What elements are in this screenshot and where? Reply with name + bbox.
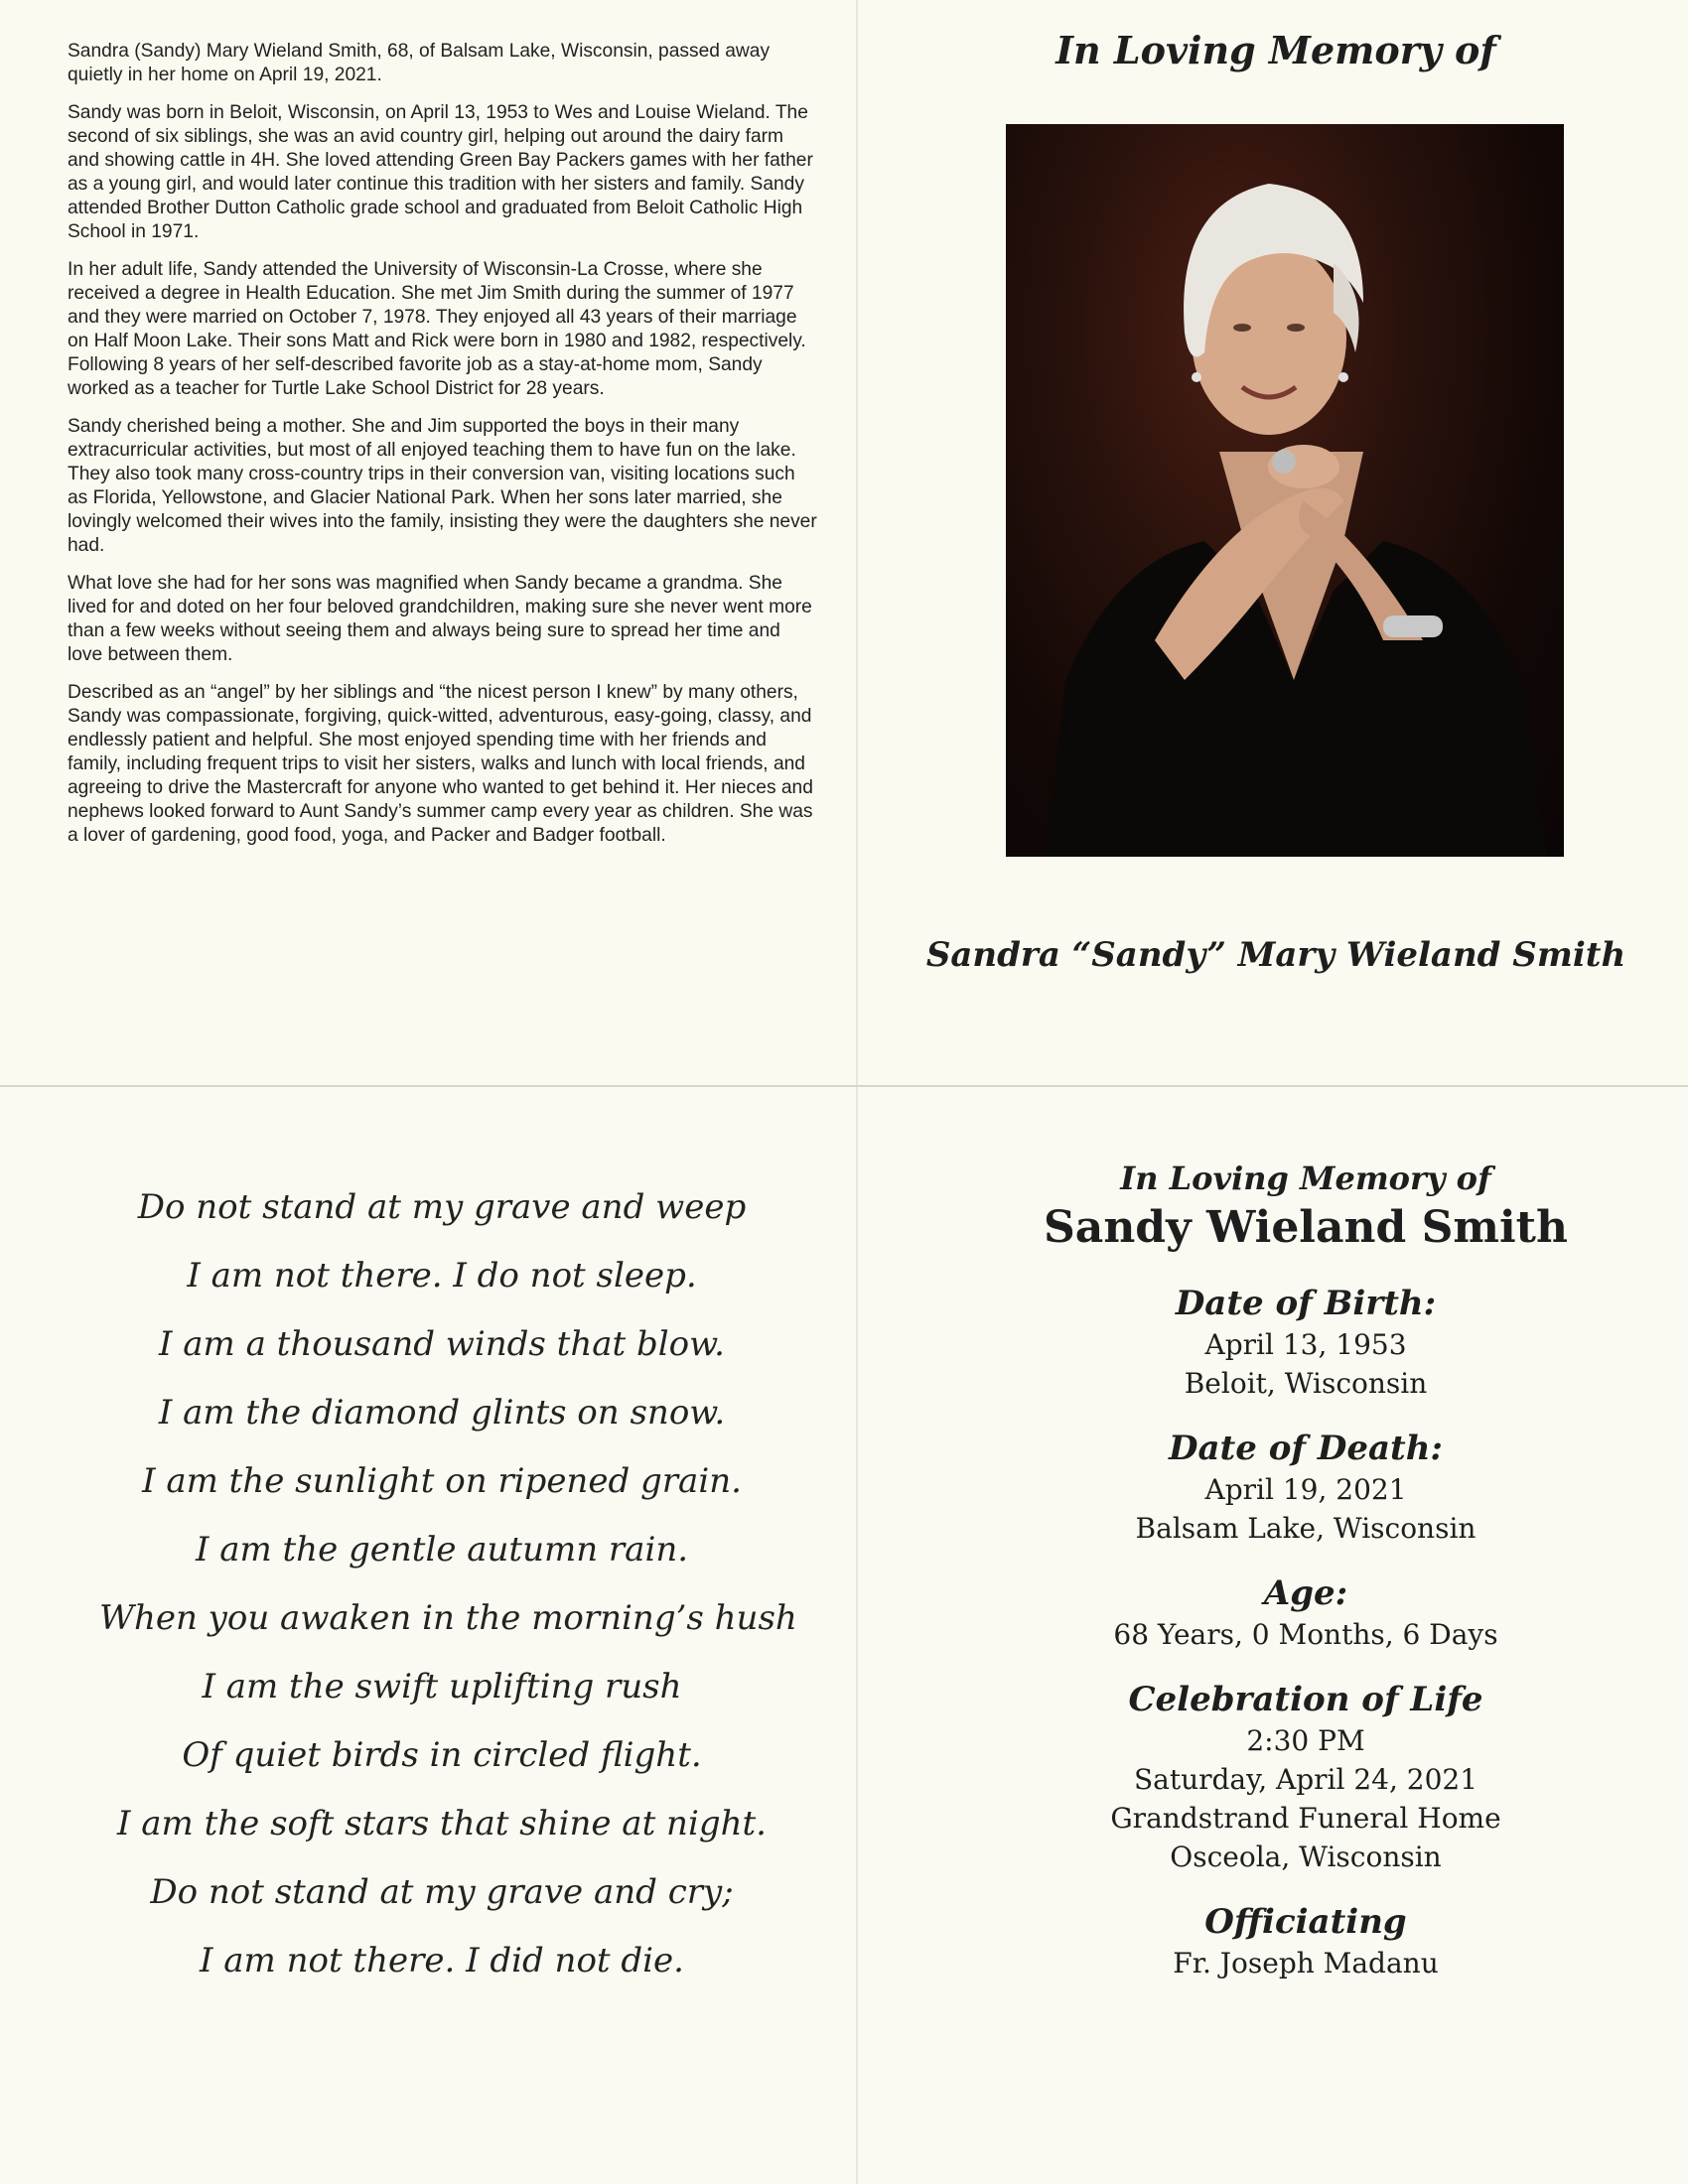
poem-line: I am the swift uplifting rush	[202, 1667, 682, 1706]
obituary-paragraph: Sandra (Sandy) Mary Wieland Smith, 68, of Balsam Lake, Wisconsin, passed away quietly in her home on April 19, 2021.	[68, 41, 771, 85]
death-label: Date of Death:	[1169, 1429, 1443, 1468]
fold-line	[856, 0, 858, 1087]
age-label: Age:	[1263, 1573, 1348, 1613]
poem-line: Do not stand at my grave and cry;	[150, 1872, 734, 1912]
details-name: Sandy Wieland Smith	[1044, 1202, 1568, 1253]
poem	[99, 1173, 797, 1995]
poem-line: I am the diamond glints on snow.	[158, 1393, 726, 1433]
celebration-venue: Grandstrand Funeral Home	[1110, 1802, 1501, 1835]
celebration-block	[899, 1678, 1688, 1876]
birth-place: Beloit, Wisconsin	[1184, 1367, 1428, 1400]
officiant-name: Fr. Joseph Madanu	[1173, 1947, 1439, 1979]
obituary-paragraph: Described as an “angel” by her siblings and “the nicest person I knew” by many others, Sandy was compassionate, forgiving, quick-witted, adventurous, easy-going, classy, and endlessly patient and helpful. She most enjoyed spending time with her friends and family, including frequent trips to visit her sisters, walks and lunch with local friends, and agreeing to drive the Mastercraft for anyone who wanted to get behind it. Her nieces and nephews looked forward to Aunt Sandy’s summer camp every year as children. She was a lover of gardening, good food, yoga, and Packer and Badger football.	[68, 682, 813, 846]
poem-line: Of quiet birds in circled flight.	[182, 1735, 702, 1775]
poem-line: When you awaken in the morning’s hush	[99, 1598, 797, 1638]
death-block	[899, 1427, 1688, 1548]
poem-line: I am the soft stars that shine at night.	[117, 1804, 767, 1843]
officiating-label: Officiating	[1204, 1902, 1407, 1942]
death-date: April 19, 2021	[1204, 1473, 1407, 1506]
cover-full-name: Sandra “Sandy” Mary Wieland Smith	[925, 935, 1626, 975]
death-place: Balsam Lake, Wisconsin	[1135, 1512, 1477, 1545]
obituary-paragraph: What love she had for her sons was magnified when Sandy became a grandma. She lived for and doted on her four beloved grandchildren, making sure she never went more than a few weeks without seeing them and always being sure to spread her time and love between them.	[68, 573, 812, 665]
birth-date: April 13, 1953	[1204, 1328, 1407, 1361]
service-details	[899, 1157, 1688, 2006]
celebration-date: Saturday, April 24, 2021	[1133, 1763, 1478, 1796]
details-title: In Loving Memory of	[1120, 1160, 1491, 1197]
celebration-time: 2:30 PM	[1246, 1724, 1365, 1757]
obituary-paragraph: Sandy was born in Beloit, Wisconsin, on April 13, 1953 to Wes and Louise Wieland. The second of six siblings, she was an avid country girl, helping out around the dairy farm and showing cattle in 4H. She loved attending Green Bay Packers games with her father as a young girl, and would later continue this tradition with her sisters and family. Sandy attended Brother Dutton Catholic grade school and graduated from Beloit Catholic High School in 1971.	[68, 102, 813, 242]
portrait-illustration	[1006, 124, 1564, 857]
fold-line	[856, 1087, 858, 2184]
officiating-block	[899, 1900, 1688, 1982]
obituary-text	[68, 40, 818, 862]
poem-line: I am a thousand winds that blow.	[159, 1324, 725, 1364]
age-value: 68 Years, 0 Months, 6 Days	[1113, 1618, 1498, 1651]
obituary-paragraph: Sandy cherished being a mother. She and Jim supported the boys in their many extracurricular activities, but most of all enjoyed teaching them to have fun on the lake. They also took many cross-country trips in their conversion van, visiting locations such as Florida, Yellowstone, and Glacier National Park. When her sons later married, she lovingly welcomed their wives into the family, insisting they were the daughters she never had.	[68, 416, 817, 556]
age-block	[899, 1571, 1688, 1654]
cover-title: In Loving Memory of	[1055, 28, 1496, 72]
top-sheet	[0, 0, 1688, 1087]
birth-label: Date of Birth:	[1175, 1284, 1437, 1323]
obituary-paragraph: In her adult life, Sandy attended the University of Wisconsin-La Crosse, where she received a degree in Health Education. She met Jim Smith during the summer of 1977 and they were married on October 7, 1978. They enjoyed all 43 years of their marriage on Half Moon Lake. Their sons Matt and Rick were born in 1980 and 1982, respectively. Following 8 years of her self-described favorite job as a stay-at-home mom, Sandy worked as a teacher for Turtle Lake School District for 28 years.	[68, 259, 806, 399]
poem-line: Do not stand at my grave and weep	[137, 1187, 747, 1227]
poem-line: I am not there. I do not sleep.	[187, 1256, 697, 1296]
celebration-place: Osceola, Wisconsin	[1170, 1841, 1442, 1873]
portrait-photo	[1006, 124, 1564, 857]
celebration-label: Celebration of Life	[1128, 1680, 1483, 1719]
poem-line: I am not there. I did not die.	[200, 1941, 684, 1980]
birth-block	[899, 1282, 1688, 1403]
poem-line: I am the gentle autumn rain.	[195, 1530, 689, 1570]
poem-line: I am the sunlight on ripened grain.	[142, 1461, 742, 1501]
